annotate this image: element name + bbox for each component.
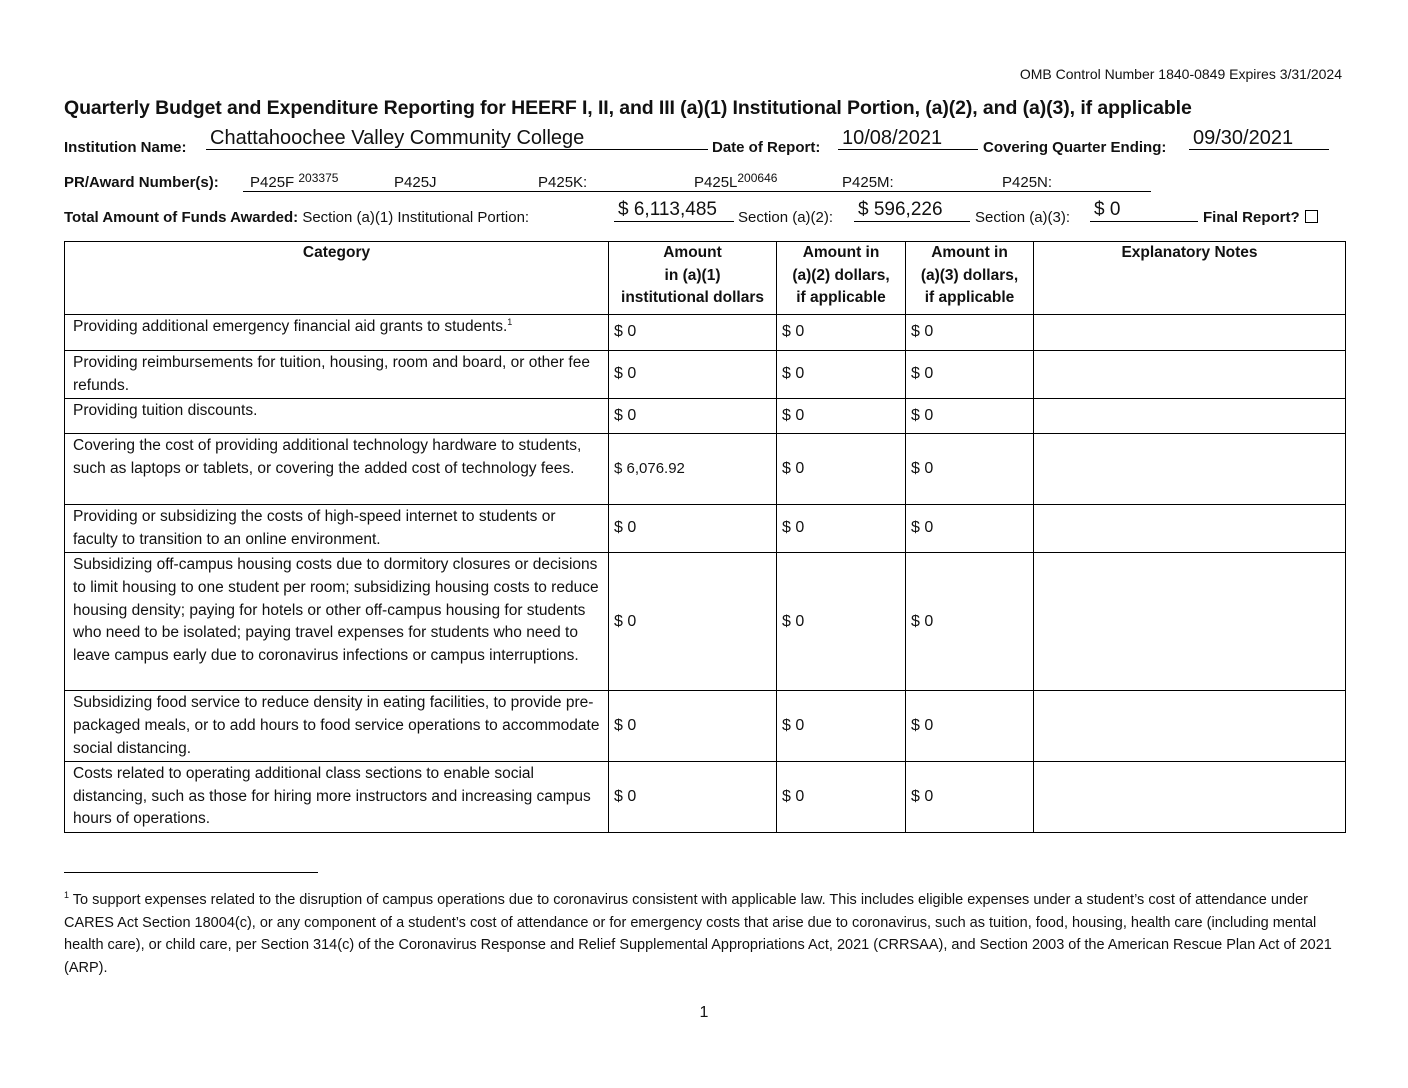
- row-a1-amount[interactable]: $ 6,076.92: [609, 434, 777, 505]
- institution-name-field[interactable]: Chattahoochee Valley Community College: [206, 127, 708, 150]
- header-a2: [777, 242, 906, 315]
- award-p425n: P425N:: [1002, 174, 1053, 191]
- table-row: [65, 434, 1346, 505]
- award-p425l: [694, 171, 778, 191]
- header-a3-line1: Amount in: [931, 244, 1008, 261]
- table-row: [65, 505, 1346, 553]
- row-notes[interactable]: [1034, 315, 1346, 351]
- row-category: Providing tuition discounts.: [65, 399, 609, 434]
- award-p425l-number: 200646: [737, 171, 778, 185]
- row-a3-amount[interactable]: $ 0: [906, 351, 1034, 399]
- row-a2-amount[interactable]: $ 0: [777, 505, 906, 553]
- row-a2-amount[interactable]: $ 0: [777, 351, 906, 399]
- row-category: Providing or subsidizing the costs of high-speed internet to students or faculty to transition to an online environment.: [65, 505, 609, 553]
- expenditure-table: [64, 241, 1346, 833]
- final-report-label: [1203, 209, 1318, 226]
- row-a1-amount[interactable]: $ 0: [609, 505, 777, 553]
- row-a3-amount[interactable]: $ 0: [906, 399, 1034, 434]
- row-category: Covering the cost of providing additional technology hardware to students, such as laptops or tablets, or covering the added cost of technology fees.: [65, 434, 609, 505]
- header-notes: Explanatory Notes: [1034, 242, 1346, 315]
- date-of-report-label-text: Date of Report: [712, 139, 816, 156]
- section-a2-amount-field[interactable]: $ 596,226: [854, 199, 970, 222]
- row-a2-amount[interactable]: $ 0: [777, 691, 906, 762]
- header-a2-line2: (a)(2) dollars,: [792, 266, 890, 284]
- row-a2-amount[interactable]: $ 0: [777, 315, 906, 351]
- footnote-text: To support expenses related to the disruption of campus operations due to coronavirus consistent with applicable law. This includes eligible expenses under a student’s cost of attendance under CARES Act Section 18004(c), or any component of a student’s cost of attendance or for emergency costs that arise due to coronavirus, such as tuition, food, housing, health care (including mental health care), or child care, per Section 314(c) of the Coronavirus Response and Relief Supplemental Appropriations Act, 2021 (CRRSAA), and Section 2003 of the American Rescue Plan Act of 2021 (ARP).: [64, 892, 1332, 976]
- section-a3-label: Section (a)(3):: [975, 209, 1071, 226]
- table-row: [65, 399, 1346, 434]
- row-a1-amount[interactable]: $ 0: [609, 553, 777, 691]
- header-a3-line3: if applicable: [924, 289, 1015, 307]
- row-a1-amount[interactable]: $ 0: [609, 691, 777, 762]
- row-a3-amount[interactable]: $ 0: [906, 691, 1034, 762]
- row-a3-amount[interactable]: $ 0: [906, 315, 1034, 351]
- header-a2-line1: Amount in: [802, 244, 880, 261]
- row-a1-amount[interactable]: $ 0: [609, 351, 777, 399]
- award-numbers-label-text: PR/Award Number(s): [64, 174, 214, 191]
- covering-quarter-field[interactable]: 09/30/2021: [1189, 127, 1329, 150]
- row-category: Subsidizing off-campus housing costs due to dormitory closures or decisions to limit housing to one student per room; subsidizing housing costs to reduce housing density; paying for hotels or other off-campus housing for students who need to be isolated; paying travel expenses for students who need to leave campus early due to coronavirus infections or campus interruptions.: [65, 553, 609, 691]
- row-notes[interactable]: [1034, 505, 1346, 553]
- header-a1-line3: institutional dollars: [621, 289, 764, 307]
- institution-name-label: Institution Name:: [64, 139, 187, 156]
- row-category: [65, 315, 609, 351]
- row-category-text: Providing additional emergency financial aid grants to students.: [73, 318, 508, 335]
- row-notes[interactable]: [1034, 399, 1346, 434]
- covering-quarter-label: Covering Quarter Ending:: [983, 139, 1167, 156]
- row-notes[interactable]: [1034, 691, 1346, 762]
- row-a1-amount[interactable]: $ 0: [609, 315, 777, 351]
- table-row: [65, 315, 1346, 351]
- header-a1-line1: Amount: [663, 244, 722, 261]
- award-p425j: P425J: [394, 174, 437, 191]
- award-p425f-label: P425F: [250, 174, 295, 191]
- funds-awarded-title: Total Amount of Funds Awarded:: [64, 209, 299, 226]
- row-a3-amount[interactable]: $ 0: [906, 505, 1034, 553]
- award-p425k: P425K:: [538, 174, 588, 191]
- row-category: Subsidizing food service to reduce density in eating facilities, to provide pre-packaged meals, or to add hours to food service operations to accommodate social distancing.: [65, 691, 609, 762]
- header-a1: [609, 242, 777, 315]
- row-a3-amount[interactable]: $ 0: [906, 434, 1034, 505]
- row-a2-amount[interactable]: $ 0: [777, 553, 906, 691]
- footnote-ref: 1: [507, 316, 513, 327]
- header-a3: [906, 242, 1034, 315]
- omb-control-number: OMB Control Number 1840-0849 Expires 3/31/2024: [1019, 66, 1342, 82]
- final-report-label-text: Final Report?: [1203, 209, 1300, 226]
- section-a1-amount-field[interactable]: $ 6,113,485: [614, 199, 734, 222]
- section-a3-amount-field[interactable]: $ 0: [1090, 199, 1198, 222]
- award-p425l-label: P425L: [694, 174, 738, 191]
- award-p425f: [250, 171, 339, 191]
- header-a2-line3: if applicable: [796, 289, 886, 307]
- page-title: Quarterly Budget and Expenditure Reporting for HEERF I, II, and III (a)(1) Institutional Portion, (a)(2), and (a)(3), if applicable: [64, 97, 1192, 119]
- table-row: [65, 691, 1346, 762]
- award-numbers-label: PR/Award Number(s):: [64, 174, 219, 191]
- award-p425m: P425M:: [842, 174, 894, 191]
- final-report-checkbox[interactable]: [1305, 210, 1318, 223]
- row-a2-amount[interactable]: $ 0: [777, 399, 906, 434]
- section-a2-label: Section (a)(2):: [738, 209, 834, 226]
- row-a1-amount[interactable]: $ 0: [609, 399, 777, 434]
- row-notes[interactable]: [1034, 762, 1346, 833]
- footnote-marker: 1: [64, 890, 70, 901]
- row-a1-amount[interactable]: $ 0: [609, 762, 777, 833]
- award-p425f-number: 203375: [298, 171, 339, 185]
- row-a3-amount[interactable]: $ 0: [906, 553, 1034, 691]
- row-a3-amount[interactable]: $ 0: [906, 762, 1034, 833]
- table-row: [65, 762, 1346, 833]
- header-a3-line2: (a)(3) dollars,: [920, 266, 1019, 284]
- date-of-report-field[interactable]: 10/08/2021: [838, 127, 978, 150]
- row-notes[interactable]: [1034, 553, 1346, 691]
- footnote-divider: [64, 872, 318, 873]
- row-category: Providing reimbursements for tuition, housing, room and board, or other fee refunds.: [65, 351, 609, 399]
- table-row: [65, 553, 1346, 691]
- header-a1-line2: in (a)(1): [664, 266, 721, 284]
- row-notes[interactable]: [1034, 351, 1346, 399]
- row-category: Costs related to operating additional class sections to enable social distancing, such as those for hiring more instructors and increasing campus hours of operations.: [65, 762, 609, 833]
- date-of-report-label: Date of Report:: [712, 139, 821, 156]
- section-a1-label: Section (a)(1) Institutional Portion:: [302, 209, 530, 226]
- institution-name-label-text: Institution Name: [64, 139, 182, 156]
- row-notes[interactable]: [1034, 434, 1346, 505]
- header-category: Category: [65, 242, 609, 315]
- page-number: 1: [699, 1004, 709, 1021]
- footnote: [64, 889, 1354, 979]
- row-a2-amount[interactable]: $ 0: [777, 762, 906, 833]
- table-header-row: [65, 242, 1346, 315]
- row-a2-amount[interactable]: $ 0: [777, 434, 906, 505]
- funds-awarded-label: [64, 209, 529, 226]
- table-row: [65, 351, 1346, 399]
